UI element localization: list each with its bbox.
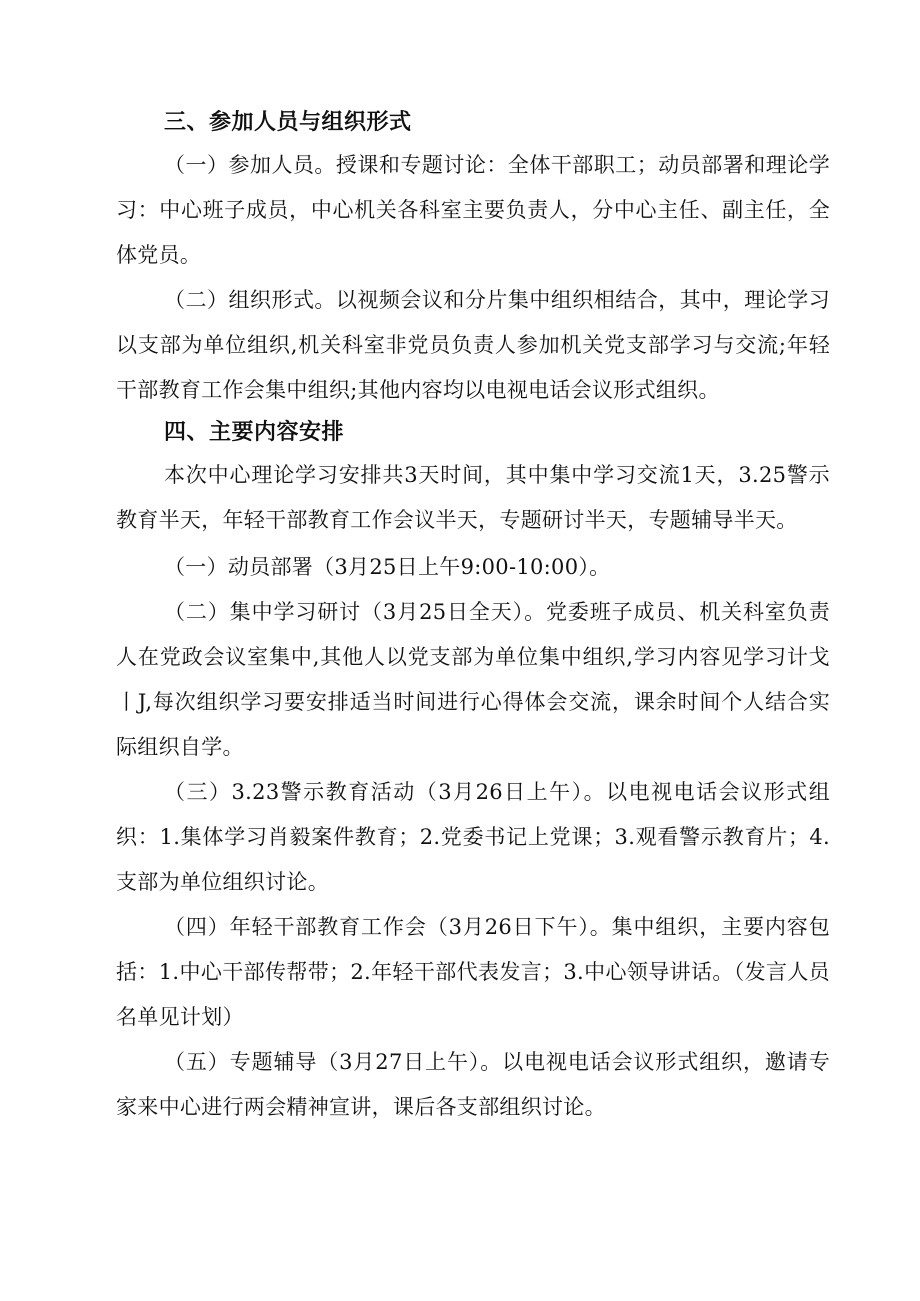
section-heading-main-content: 四、主要内容安排 bbox=[164, 420, 345, 445]
paragraph-item-warning-education: （三）3.23警示教育活动（3月26日上午）。以电视电话会议形式组织：1.集体学习肖毅案件教育；2.党委书记上党课；3.观看警示教育片；4.支部为单位组织讨论。 bbox=[116, 780, 830, 894]
paragraph-item-study: （二）集中学习研讨（3月25日全天）。党委班子成员、机关科室负责人在党政会议室集中,其他人以党支部为单位集中组织,学习内容见学习计戈丨J,每次组织学习要安排适当时间进行心得体会交流，课余时间个人结合实际组织自学。 bbox=[116, 600, 830, 759]
paragraph-item-mobilization: （一）动员部署（3月25日上午9:00-10:00）。 bbox=[164, 555, 611, 579]
paragraph-item-youth-cadre: （四）年轻干部教育工作会（3月26日下午）。集中组织，主要内容包括：1.中心干部传帮带；2.年轻干部代表发言；3.中心领导讲话。（发言人员名单见计划） bbox=[116, 915, 830, 1029]
paragraph-item-special-lecture: （五）专题辅导（3月27日上午）。以电视电话会议形式组织，邀请专家来中心进行两会精神宣讲，课后各支部组织讨论。 bbox=[116, 1050, 830, 1119]
section-heading-participants: 三、参加人员与组织形式 bbox=[164, 110, 412, 135]
paragraph-schedule-intro: 本次中心理论学习安排共3天时间，其中集中学习交流1天，3.25警示教育半天，年轻干部教育工作会议半天，专题研讨半天，专题辅导半天。 bbox=[116, 463, 830, 532]
paragraph-participants: （一）参加人员。授课和专题讨论：全体干部职工；动员部署和理论学习：中心班子成员，中心机关各科室主要负责人，分中心主任、副主任，全体党员。 bbox=[116, 153, 830, 267]
paragraph-organization-form: （二）组织形式。以视频会议和分片集中组织相结合，其中，理论学习以支部为单位组织,机关科室非党员负责人参加机关党支部学习与交流;年轻干部教育工作会集中组织;其他内容均以电视电话会议形式组织。 bbox=[116, 288, 830, 402]
document-page bbox=[116, 103, 830, 1130]
